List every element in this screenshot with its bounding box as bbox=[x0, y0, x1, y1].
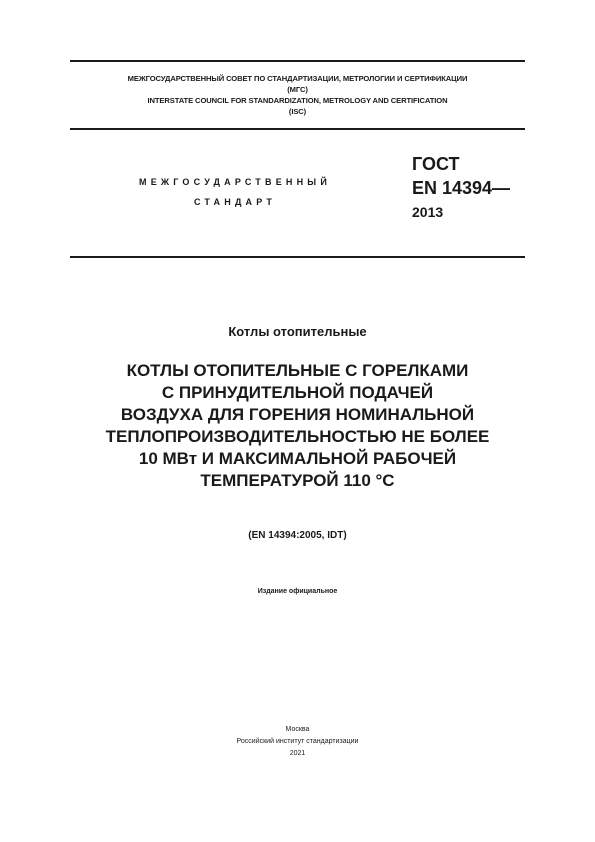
standard-type bbox=[100, 172, 370, 212]
title-line: ТЕМПЕРАТУРОЙ 110 °С bbox=[200, 471, 395, 490]
edition-note: Издание официальное bbox=[257, 588, 338, 595]
council-abbr-en: (ISC) bbox=[288, 107, 307, 116]
document-subtitle: Котлы отопительные bbox=[228, 324, 367, 339]
en-reference: (EN 14394:2005, IDT) bbox=[248, 530, 347, 541]
title-line: ТЕПЛОПРОИЗВОДИТЕЛЬНОСТЬЮ НЕ БОЛЕЕ bbox=[105, 427, 490, 446]
title-line: 10 МВт И МАКСИМАЛЬНОЙ РАБОЧЕЙ bbox=[138, 449, 457, 468]
imprint-publisher: Российский институт стандартизации bbox=[236, 738, 359, 745]
council-name-ru: МЕЖГОСУДАРСТВЕННЫЙ СОВЕТ ПО СТАНДАРТИЗАЦИИ, МЕТРОЛОГИИ И СЕРТИФИКАЦИИ bbox=[127, 74, 468, 83]
standard-type-line1: МЕЖГОСУДАРСТВЕННЫЙ bbox=[139, 177, 331, 187]
imprint-year: 2021 bbox=[289, 750, 306, 757]
designation-prefix: ГОСТ bbox=[412, 154, 460, 174]
imprint bbox=[0, 724, 595, 760]
designation-rule bbox=[70, 256, 525, 258]
standard-type-line2: СТАНДАРТ bbox=[193, 197, 277, 207]
imprint-city: Москва bbox=[285, 726, 310, 733]
designation-number: EN 14394— bbox=[412, 178, 511, 198]
title-line: КОТЛЫ ОТОПИТЕЛЬНЫЕ С ГОРЕЛКАМИ bbox=[126, 361, 469, 380]
council-abbr-ru: (МГС) bbox=[287, 85, 308, 94]
council-name-en: INTERSTATE COUNCIL FOR STANDARDIZATION, METROLOGY AND CERTIFICATION bbox=[147, 96, 448, 105]
standard-designation bbox=[412, 155, 510, 219]
council-rule bbox=[70, 128, 525, 130]
council-header bbox=[70, 73, 525, 117]
title-line: С ПРИНУДИТЕЛЬНОЙ ПОДАЧЕЙ bbox=[161, 383, 434, 402]
top-rule bbox=[70, 60, 525, 62]
title-line: ВОЗДУХА ДЛЯ ГОРЕНИЯ НОМИНАЛЬНОЙ bbox=[120, 405, 475, 424]
designation-year: 2013 bbox=[412, 204, 444, 220]
document-title bbox=[60, 360, 535, 492]
